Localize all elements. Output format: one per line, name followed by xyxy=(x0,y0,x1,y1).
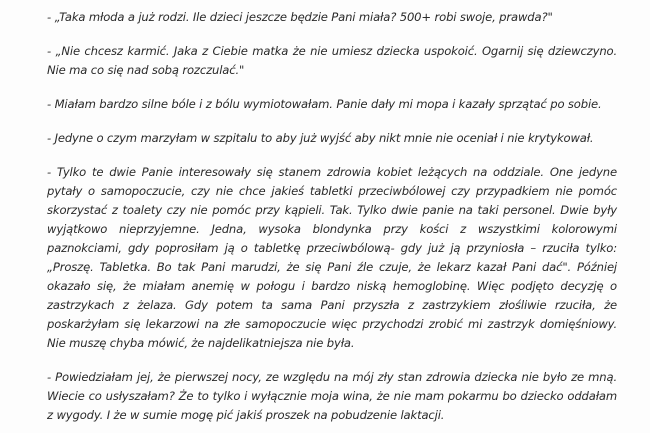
paragraph-4 xyxy=(47,129,617,148)
paragraph-line: zastrzykach z żelaza. Gdy potem ta sama Pani przyszła z zastrzykiem złośliwie rzuciła, że xyxy=(47,298,617,312)
paragraph-line: - Powiedziałam jej, że pierwszej nocy, ze względu na mój zły stan zdrowia dziecka nie było ze mną. xyxy=(47,370,617,384)
paragraph-line: „Proszę. Tabletka. Bo tak Pani marudzi, że się Pani źle czuje, że lekarz kazał Pani dać". Później xyxy=(47,260,617,274)
paragraph-line: - Jedyne o czym marzyłam w szpitalu to aby już wyjść aby nikt mnie nie oceniał i nie krytykował. xyxy=(47,131,594,145)
paragraph-line: paznokciami, gdy poprosiłam ją o tabletkę przeciwbólową- gdy już ją przyniosła – rzuciła tylko: xyxy=(47,241,617,255)
paragraph-6 xyxy=(47,368,617,425)
paragraph-line: skorzystać z toalety czy nie pomóc przy kąpieli. Tak. Tylko dwie panie na taki personel. Dwie były xyxy=(47,203,617,217)
paragraph-line: - „Nie chcesz karmić. Jaka z Ciebie matka że nie umiesz dziecka uspokoić. Ogarnij się dziewczyno. xyxy=(47,44,617,58)
paragraph-5 xyxy=(47,163,617,353)
paragraph-2 xyxy=(47,42,617,80)
paragraph-line: Nie muszę chyba mówić, że najdelikatniejsza nie była. xyxy=(47,336,355,350)
paragraph-line: Nie ma co się nad sobą rozczulać." xyxy=(47,63,245,77)
paragraph-3 xyxy=(47,95,617,114)
paragraph-line: poskarżyłam się lekarzowi na złe samopoczucie więc przychodzi zrobić mi zastrzyk domięśniowy. xyxy=(47,317,617,331)
paragraph-line: - Tylko te dwie Panie interesowały się stanem zdrowia kobiet leżących na oddziale. One jedyne xyxy=(47,165,617,179)
paragraph-line: okazało się, że miałam anemię w połogu i bardzo niską hemoglobinę. Więc podjęto decyzję o xyxy=(47,279,617,293)
paragraph-line: z wygody. I że w sumie mogę pić jakiś proszek na pobudzenie laktacji. xyxy=(47,408,445,422)
paragraph-1 xyxy=(47,8,617,27)
paragraph-line: pytały o samopoczucie, czy nie chce jakieś tabletki przeciwbólowej czy przypadkiem nie pomóc xyxy=(47,184,617,198)
paragraph-line: - „Taka młoda a już rodzi. Ile dzieci jeszcze będzie Pani miała? 500+ robi swoje, prawda?" xyxy=(47,10,553,24)
paragraph-line: Wiecie co usłyszałam? Że to tylko i wyłącznie moja wina, że nie mam pokarmu bo dziecko oddałam xyxy=(47,389,617,403)
document-body xyxy=(47,8,617,440)
paragraph-line: wyjątkowo nieprzyjemne. Jedna, wysoka blondynka przy kości z wszystkimi kolorowymi xyxy=(47,222,617,236)
paragraph-line: - Miałam bardzo silne bóle i z bólu wymiotowałam. Panie dały mi mopa i kazały sprzątać po sobie. xyxy=(47,97,602,111)
